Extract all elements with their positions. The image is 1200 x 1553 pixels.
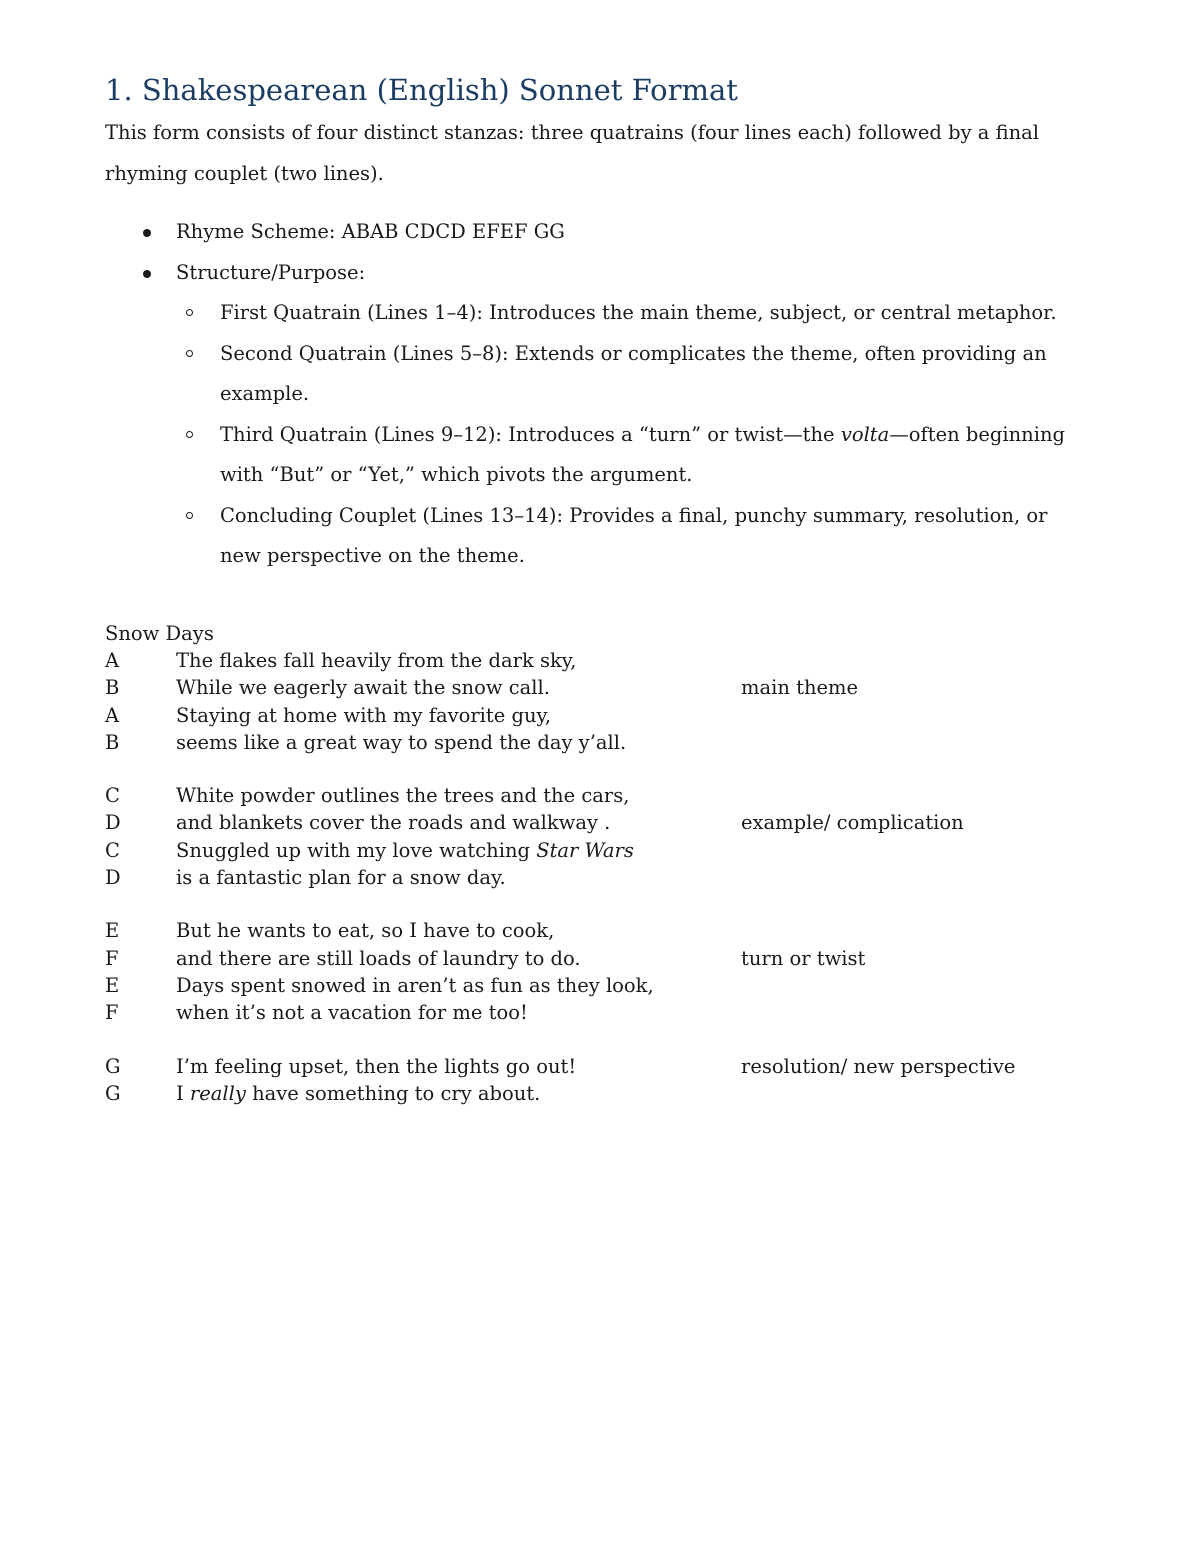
rhyme-letter: C bbox=[105, 838, 120, 862]
bullet-dot-icon bbox=[143, 270, 151, 278]
poem-stanza bbox=[105, 1053, 1105, 1108]
line-text: The flakes fall heavily from the dark sky, bbox=[176, 649, 577, 672]
line-text: But he wants to eat, so I have to cook, bbox=[176, 919, 555, 943]
volta-term: volta bbox=[840, 422, 890, 446]
sub-bullet-text: Second Quatrain (Lines 5–8): Extends or complicates the theme, often providing an example. bbox=[220, 341, 1047, 405]
line-text-end: have something to cry about. bbox=[245, 1081, 541, 1105]
poem-line bbox=[105, 702, 1105, 729]
poem-line bbox=[105, 945, 1105, 972]
circle-bullet-icon bbox=[186, 309, 193, 316]
sub-bullet-list bbox=[176, 293, 1086, 577]
line-text bbox=[176, 1080, 540, 1107]
line-text: Staying at home with my favorite guy, bbox=[176, 703, 552, 727]
sub-bullet-item bbox=[220, 334, 1086, 415]
film-title: Star Wars bbox=[536, 838, 634, 862]
poem-stanza bbox=[105, 782, 1105, 891]
line-text: when it’s not a vacation for me too! bbox=[176, 1001, 528, 1025]
poem-line bbox=[105, 809, 1105, 836]
rhyme-letter: G bbox=[105, 1054, 121, 1078]
rhyme-letter: C bbox=[105, 784, 120, 808]
section-heading: 1. Shakespearean (English) Sonnet Format bbox=[105, 73, 738, 107]
poem-stanza bbox=[105, 917, 1105, 1026]
poem-line bbox=[105, 729, 1105, 756]
poem-line bbox=[105, 864, 1105, 891]
rhyme-letter: A bbox=[105, 649, 120, 672]
poem-line bbox=[105, 1053, 1105, 1080]
line-text: Days spent snowed in aren’t as fun as they look, bbox=[176, 973, 654, 997]
line-text: seems like a great way to spend the day y’all. bbox=[176, 730, 627, 754]
circle-bullet-icon bbox=[186, 350, 193, 357]
rhyme-letter: D bbox=[105, 866, 121, 890]
line-text-start: I bbox=[176, 1081, 190, 1105]
poem-line bbox=[105, 647, 1105, 674]
rhyme-letter: E bbox=[105, 973, 120, 997]
bullet-list bbox=[176, 212, 1086, 577]
rhyme-letter: G bbox=[105, 1081, 121, 1105]
rhyme-letter: F bbox=[105, 1001, 119, 1025]
line-text: White powder outlines the trees and the cars, bbox=[176, 784, 630, 808]
circle-bullet-icon bbox=[186, 512, 193, 519]
margin-note: resolution/ new perspective bbox=[741, 1054, 1016, 1078]
rhyme-letter: A bbox=[105, 703, 120, 727]
line-text: and blankets cover the roads and walkway . bbox=[176, 811, 611, 835]
sub-bullet-text-end: —often beginning with “But” or “Yet,” which pivots the argument. bbox=[220, 422, 1066, 486]
poem-line bbox=[105, 972, 1105, 999]
line-text bbox=[176, 837, 634, 864]
circle-bullet-icon bbox=[186, 431, 193, 438]
rhyme-letter: D bbox=[105, 811, 121, 835]
sub-bullet-item bbox=[220, 496, 1086, 577]
sub-bullet-item bbox=[220, 415, 1086, 496]
rhyme-letter: B bbox=[105, 730, 120, 754]
poem-title: Snow Days bbox=[105, 622, 214, 645]
poem-line bbox=[105, 999, 1105, 1026]
rhyme-letter: E bbox=[105, 919, 120, 943]
line-text: and there are still loads of laundry to do. bbox=[176, 946, 581, 970]
line-text-start: Snuggled up with my love watching bbox=[176, 838, 537, 862]
sub-bullet-item bbox=[220, 293, 1086, 334]
rhyme-letter: B bbox=[105, 676, 120, 700]
emphasis: really bbox=[189, 1081, 246, 1105]
poem-line bbox=[105, 782, 1105, 809]
intro-paragraph: This form consists of four distinct stanzas: three quatrains (four lines each) followed by a final rhyming couplet (two lines). bbox=[105, 121, 1040, 185]
poem-line bbox=[105, 674, 1105, 701]
line-text: While we eagerly await the snow call. bbox=[176, 676, 550, 700]
line-text: I’m feeling upset, then the lights go out! bbox=[176, 1054, 577, 1078]
bullet-item bbox=[176, 212, 1086, 253]
poem-stanza bbox=[105, 647, 1105, 756]
bullet-text: Rhyme Scheme: ABAB CDCD EFEF GG bbox=[176, 220, 565, 243]
sub-bullet-text: Concluding Couplet (Lines 13–14): Provides a final, punchy summary, resolution, or new perspective on the theme. bbox=[220, 503, 1048, 567]
poem bbox=[105, 647, 1105, 1133]
poem-line bbox=[105, 1080, 1105, 1107]
sub-bullet-text: First Quatrain (Lines 1–4): Introduces the main theme, subject, or central metaphor. bbox=[220, 301, 1057, 324]
sub-bullet-text-start: Third Quatrain (Lines 9–12): Introduces a “turn” or twist—the bbox=[220, 422, 841, 446]
bullet-text: Structure/Purpose: bbox=[176, 260, 366, 284]
line-text: is a fantastic plan for a snow day. bbox=[176, 866, 506, 890]
rhyme-letter: F bbox=[105, 946, 119, 970]
poem-line bbox=[105, 917, 1105, 944]
bullet-item bbox=[176, 253, 1086, 577]
margin-note: turn or twist bbox=[741, 946, 866, 970]
bullet-dot-icon bbox=[143, 229, 151, 237]
margin-note: main theme bbox=[741, 676, 859, 700]
poem-line bbox=[105, 837, 1105, 864]
margin-note: example/ complication bbox=[741, 811, 964, 835]
